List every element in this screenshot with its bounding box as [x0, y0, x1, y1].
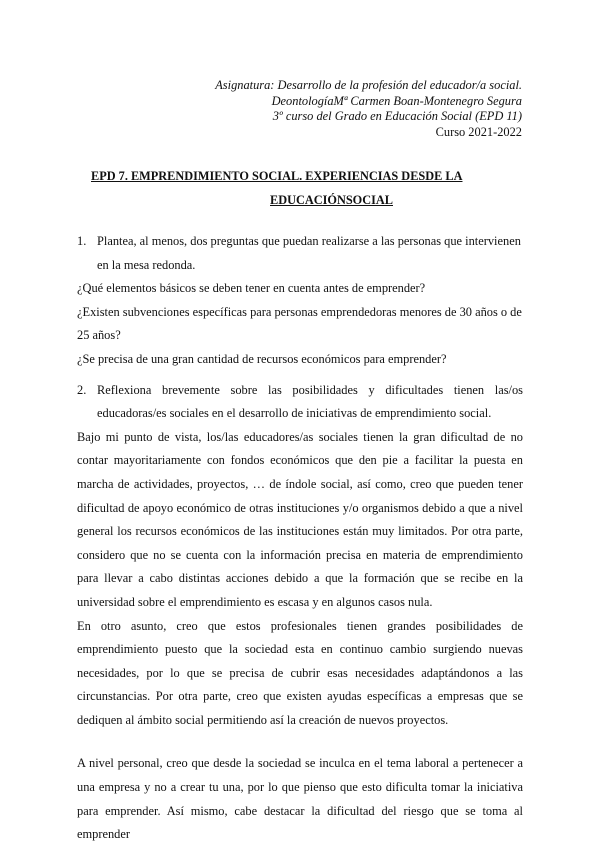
title-line-2: EDUCACIÓNSOCIAL	[270, 193, 393, 207]
answer-paragraph-2: En otro asunto, creo que estos profesionales tienen grandes posibilidades de emprendimiento puesto que la sociedad esta en continuo cambio surgiendo nuevas necesidades, por lo que se precisa de cubrir esas necesidades adaptándonos a las circunstancias. Por otra parte, creo que existen ayudas específicas a empresas que se dediquen al ámbito social permitiendo así la creación de nuevos proyectos.	[77, 618, 523, 727]
header-year: Curso 2021-2022	[435, 124, 522, 139]
document-body	[77, 230, 523, 847]
proposed-question-1: ¿Qué elementos básicos se deben tener en cuenta antes de emprender?	[77, 281, 426, 296]
proposed-question-2: ¿Existen subvenciones específicas para personas emprendedoras menores de 30 años o de 25 años?	[77, 304, 522, 343]
question-2-item	[77, 379, 523, 426]
question-2-number: 2.	[77, 382, 87, 397]
question-1-text: Plantea, al menos, dos preguntas que puedan realizarse a las personas que intervienen en la mesa redonda.	[97, 234, 521, 272]
question-2-text: Reflexiona brevemente sobre las posibilidades y dificultades tienen las/os educadoras/es sociales en el desarrollo de iniciativas de emprendimiento social.	[97, 382, 523, 421]
header-author: DeontologíaMª Carmen Boan-Montenegro Segura	[271, 93, 522, 108]
document-title	[91, 164, 511, 212]
answer-paragraph-3: A nivel personal, creo que desde la sociedad se inculca en el tema laboral a pertenecer a una empresa y no a crear tu una, por lo que pienso que esto dificulta tomar la iniciativa para emprender. Así mismo, cabe destacar la dificultad del riesgo que se toma al emprender	[77, 756, 523, 842]
answer-paragraph-1: Bajo mi punto de vista, los/las educadores/as sociales tienen la gran dificultad de no contar mayoritariamente con fondos económicos que den pie a facilitar la puesta en marcha de actividades, proyectos, … de índole social, así como, creo que pueden tener dificultad de apoyo económico de otras instituciones y/o organismos debido a que a nivel general los recursos económicos de las instituciones están muy limitados. Por otra parte, considero que no se cuenta con la información precisa en materia de emprendimiento para llevar a cabo distintas acciones debido a que la formación que se recibe en la universidad sobre el emprendimiento es escasa y en algunos casos nula.	[77, 429, 523, 609]
header-block	[102, 78, 522, 140]
header-subject: Asignatura: Desarrollo de la profesión del educador/a social.	[215, 78, 522, 92]
question-1-item	[77, 230, 523, 277]
question-1-number: 1.	[77, 234, 87, 248]
proposed-question-3: ¿Se precisa de una gran cantidad de recursos económicos para emprender?	[77, 351, 447, 366]
title-line-1: EPD 7. EMPRENDIMIENTO SOCIAL. EXPERIENCIAS DESDE LA	[91, 169, 463, 183]
header-course-grade: 3º curso del Grado en Educación Social (EPD 11)	[272, 109, 522, 123]
